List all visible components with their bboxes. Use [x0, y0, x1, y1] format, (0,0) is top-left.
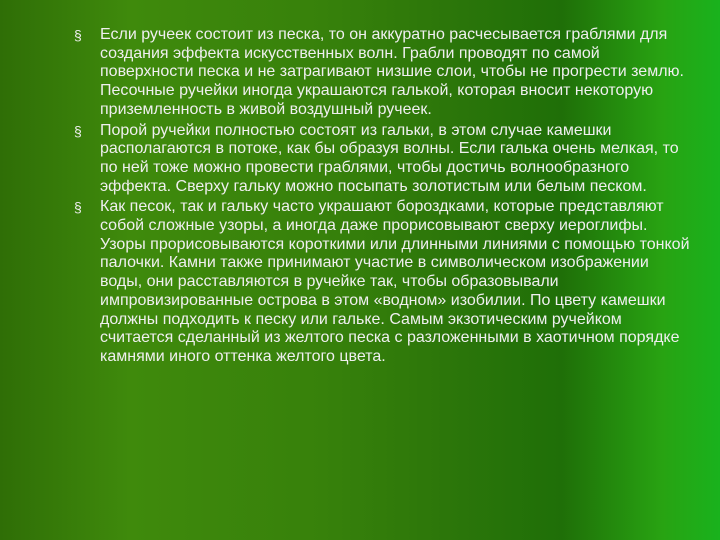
square-bullet-icon: § — [74, 199, 82, 216]
bullet-text: Если ручеек состоит из песка, то он аккуратно расчесывается граблями для создания эффекта искусственных волн. Грабли проводят по самой поверхности песка и не затрагивают низшие слои, чтобы не прогрести землю. Песочные ручейки иногда украшаются галькой, которая вносит некоторую приземленность в живой воздушный ручеек. — [100, 26, 684, 118]
bullet-text: Порой ручейки полностью состоят из гальки, в этом случае камешки располагаются в потоке, как бы образуя волны. Если галька очень мелкая, то по ней тоже можно провести граблями, чтобы достичь волнообразного эффекта. Сверху гальку можно посыпать золотистым или белым песком. — [100, 121, 679, 195]
square-bullet-icon: § — [74, 27, 82, 43]
bullet-list — [74, 26, 690, 369]
bullet-item-sand — [74, 26, 690, 120]
bullet-item-pebbles — [74, 121, 690, 197]
bullet-item-patterns — [74, 198, 690, 366]
square-bullet-icon: § — [74, 122, 82, 139]
bullet-text: Как песок, так и гальку часто украшают бороздками, которые представляют собой сложные узоры, а иногда даже прорисовывают сверху иероглифы. Узоры прорисовываются короткими или длинными линиями с помощью тонкой палочки. Камни также принимают участие в символическом изображении воды, они расставляются в ручейке так, чтобы образовывали импровизированные острова в этом «водном» изобилии. По цвету камешки должны подходить к песку или гальке. Самым экзотическим ручейком считается сделанный из желтого песка с разложенными в хаотичном порядке камнями иного оттенка желтого цвета. — [100, 198, 690, 365]
